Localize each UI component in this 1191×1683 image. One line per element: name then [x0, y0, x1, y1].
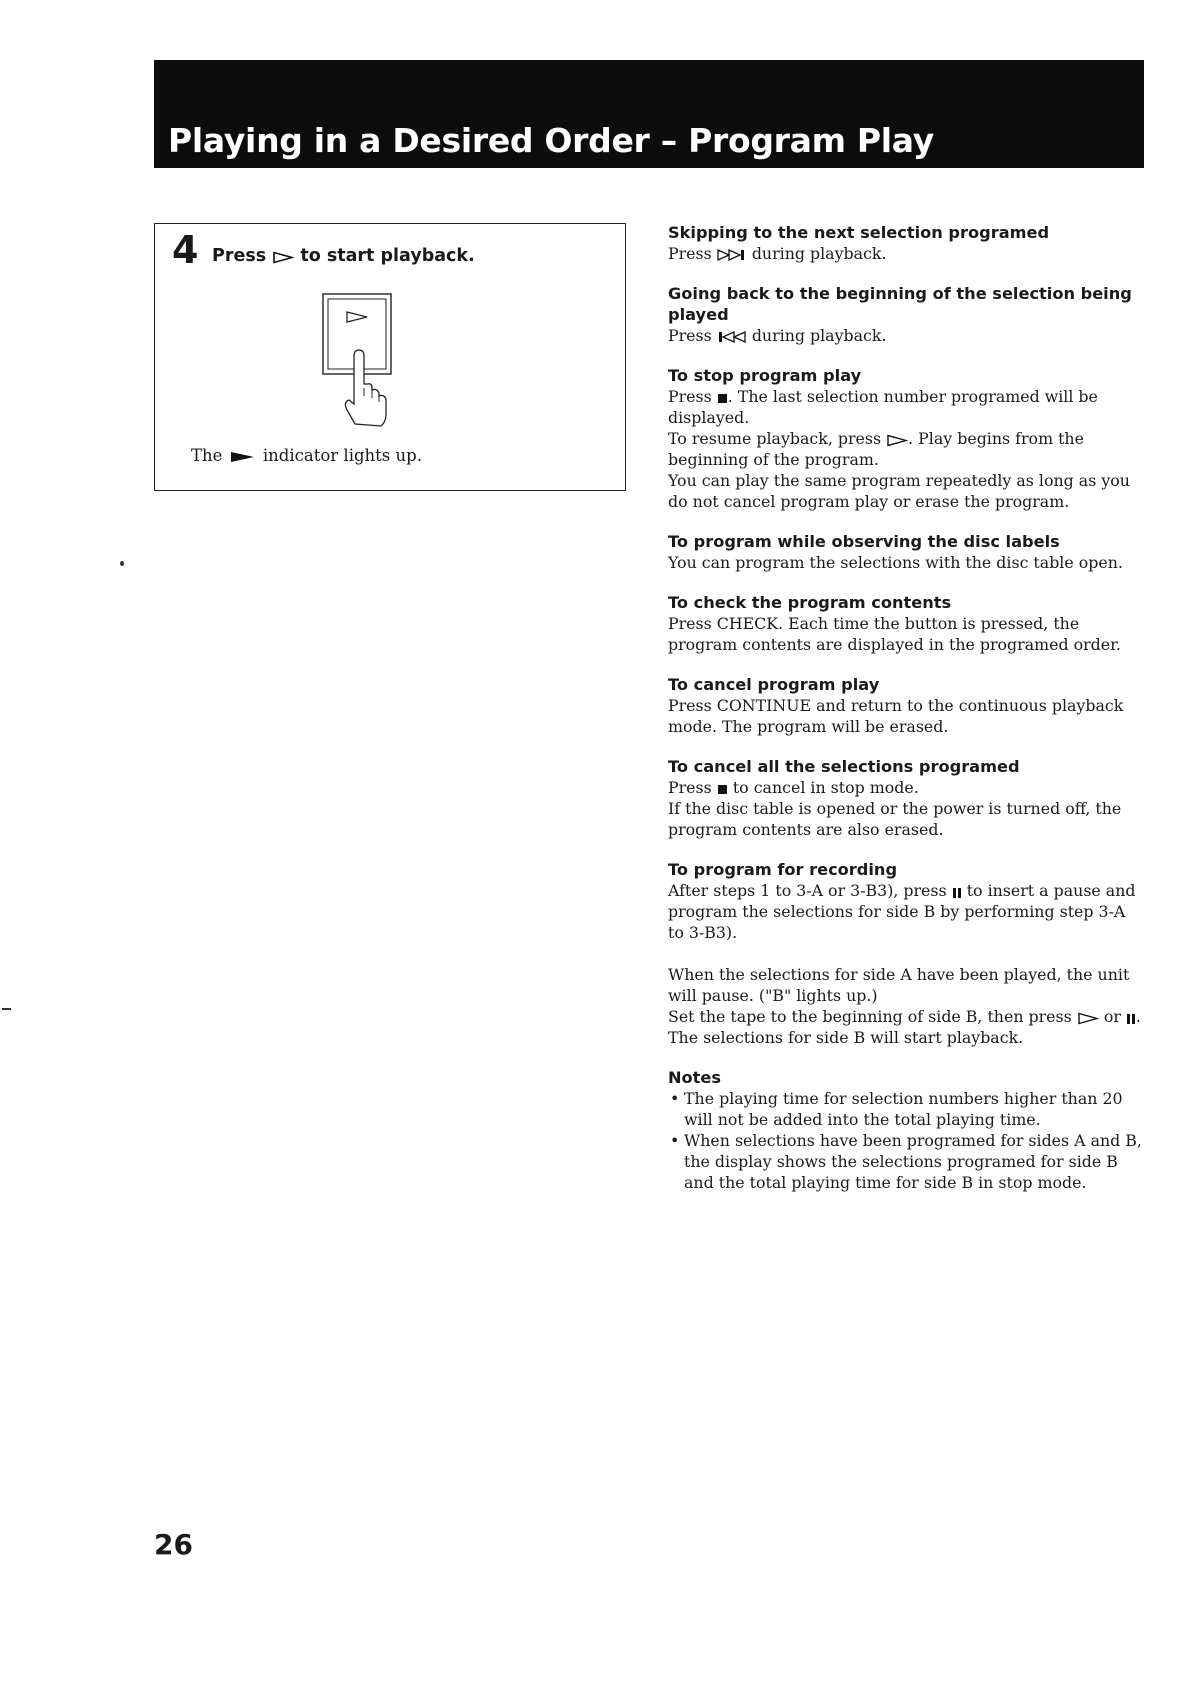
text-span: Press: [668, 326, 712, 345]
scan-speck: [2, 1008, 11, 1010]
section-recording: [668, 859, 1146, 1048]
right-column: [668, 222, 1146, 1212]
notes-title: Notes: [668, 1068, 722, 1087]
text-span: during playback.: [751, 326, 887, 345]
indicator-note: [191, 446, 422, 465]
stop-icon: [717, 783, 728, 796]
section-paragraph: [668, 386, 1146, 428]
step-text-pre: Press: [212, 246, 267, 266]
section-title: Going back to the beginning of the selection being played: [668, 284, 1132, 324]
indicator-text-post: indicator lights up.: [262, 446, 422, 465]
step-instruction: [212, 246, 475, 266]
step-box: [154, 223, 626, 491]
text-span: to cancel in stop mode.: [732, 778, 919, 797]
section-paragraph: [668, 325, 1146, 346]
section-title: To cancel all the selections programed: [668, 757, 1020, 776]
previous-track-icon: [717, 330, 747, 344]
text-span: To resume playback, press: [668, 429, 882, 448]
notes-list: [668, 1088, 1146, 1193]
play-icon: [886, 434, 908, 447]
header-bar: [154, 60, 1144, 168]
play-icon: [1077, 1012, 1099, 1025]
section-title: To stop program play: [668, 366, 862, 385]
pause-icon: [952, 886, 962, 899]
note-item: • When selections have been programed for sides A and B, the display shows the selections programed for side B and the total playing time for side B in stop mode.: [668, 1130, 1146, 1193]
section-paragraph: You can play the same program repeatedly as long as you do not cancel program play or erase the program.: [668, 471, 1130, 511]
section-title: To cancel program play: [668, 675, 880, 694]
section-title: Skipping to the next selection programed: [668, 223, 1050, 242]
text-span: Press: [668, 244, 712, 263]
play-button-illustration-icon: [321, 292, 397, 432]
section-stop: [668, 365, 1146, 512]
text-span: Set the tape to the beginning of side B, then press: [668, 1007, 1072, 1026]
indicator-text-pre: The: [191, 446, 223, 465]
note-item: • The playing time for selection numbers higher than 20 will not be added into the total playing time.: [668, 1088, 1146, 1130]
section-paragraph: If the disc table is opened or the power is turned off, the program contents are also erased.: [668, 799, 1122, 839]
text-span: during playback.: [751, 244, 887, 263]
section-paragraph: [668, 880, 1146, 943]
section-notes: [668, 1067, 1146, 1193]
section-cancel-program: [668, 674, 1146, 737]
section-title: To check the program contents: [668, 593, 952, 612]
scan-speck: [120, 561, 124, 566]
section-observe-labels: [668, 531, 1146, 573]
step-text-post: to start playback.: [300, 246, 475, 266]
section-paragraph: Press CHECK. Each time the button is pressed, the program contents are displayed in the programed order.: [668, 614, 1121, 654]
page-number: 26: [154, 1528, 193, 1561]
page-title: Playing in a Desired Order – Program Play: [168, 121, 934, 160]
next-track-icon: [717, 248, 747, 262]
text-span: . Play begins from the beginning of the program.: [668, 429, 1084, 469]
section-paragraph: You can program the selections with the disc table open.: [668, 553, 1123, 572]
text-span: .: [1135, 1007, 1141, 1026]
text-span: After steps 1 to 3-A or 3-B3), press: [668, 881, 947, 900]
text-span: . The last selection number programed will be displayed.: [668, 387, 1098, 427]
section-go-back: [668, 283, 1146, 346]
pause-icon: [1126, 1012, 1136, 1025]
text-span: Press: [668, 387, 712, 406]
section-skip-next: [668, 222, 1146, 264]
section-cancel-all: [668, 756, 1146, 840]
section-paragraph: The selections for side B will start playback.: [668, 1028, 1024, 1047]
step-number: 4: [172, 228, 199, 272]
section-paragraph: [668, 428, 1146, 470]
section-paragraph: [668, 243, 1146, 264]
stop-icon: [717, 392, 728, 405]
text-span: Press: [668, 778, 712, 797]
section-title: To program while observing the disc labels: [668, 532, 1060, 551]
play-icon: [272, 251, 294, 264]
section-paragraph: When the selections for side A have been played, the unit will pause. ("B" lights up.): [668, 965, 1130, 1005]
section-paragraph: Press CONTINUE and return to the continuous playback mode. The program will be erased.: [668, 696, 1124, 736]
text-span: or: [1103, 1007, 1121, 1026]
section-title: To program for recording: [668, 860, 898, 879]
section-paragraph: [668, 1006, 1146, 1027]
section-paragraph: [668, 777, 1146, 798]
text-span: to insert a pause and program the selections for side B by performing step 3-A to 3-B3).: [668, 881, 1136, 942]
play-indicator-icon: [230, 451, 256, 463]
section-check-contents: [668, 592, 1146, 655]
